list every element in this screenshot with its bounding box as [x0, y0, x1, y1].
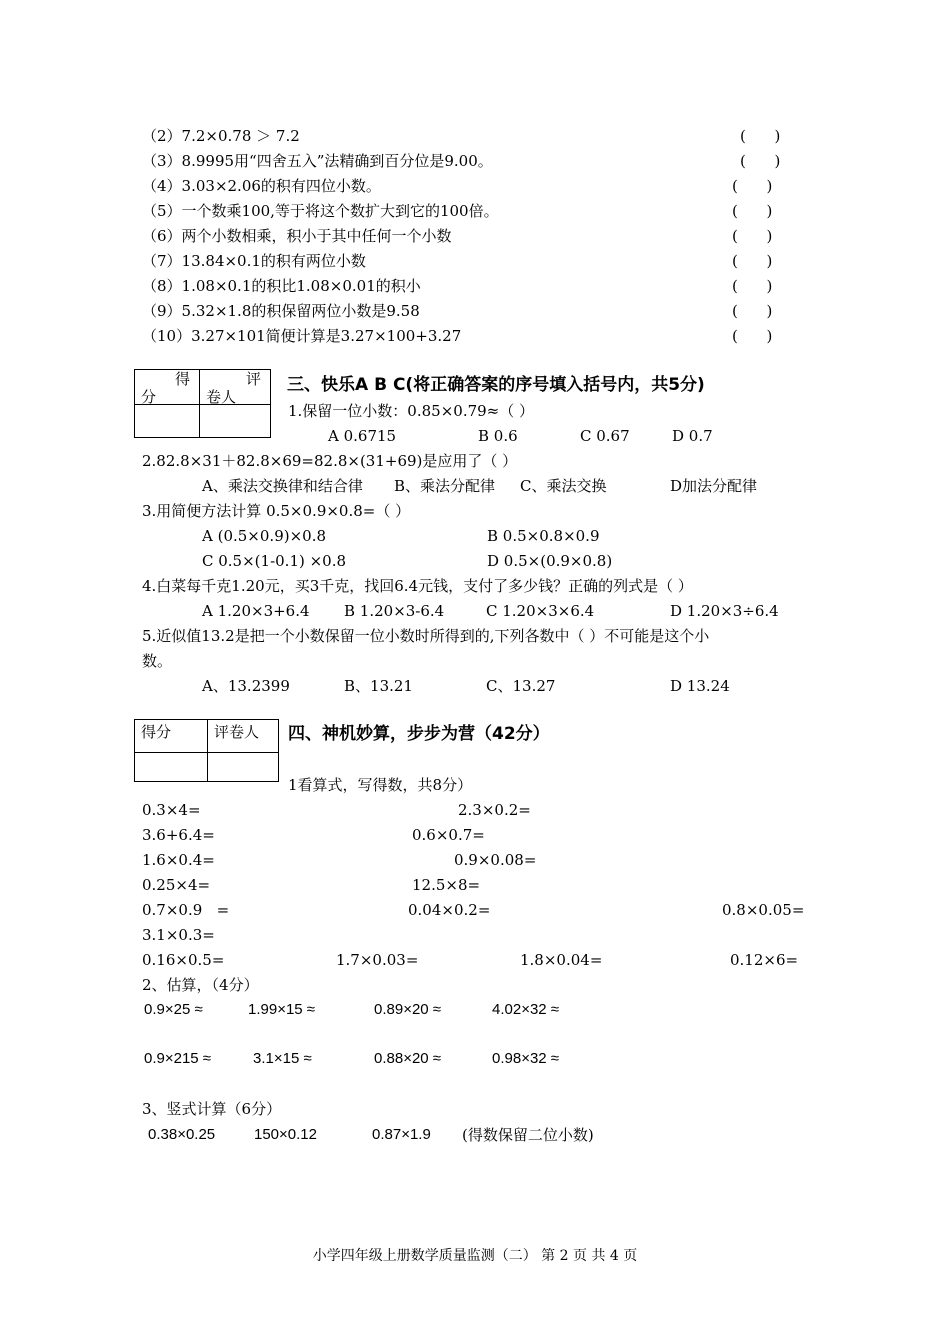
vertical-calc-note: (得数保留二位小数): [462, 1126, 594, 1144]
score-input-cell[interactable]: [135, 753, 208, 782]
score-input-cell[interactable]: [135, 405, 200, 438]
option: C 0.5×(1-0.1) ×0.8: [202, 552, 347, 570]
option: B 1.20×3-6.4: [344, 602, 445, 620]
answer-paren[interactable]: ( ): [740, 152, 781, 170]
calc-item: 1.7×0.03=: [336, 951, 419, 969]
part-1-title: 1看算式，写得数，共8分）: [288, 776, 473, 794]
vertical-calc-item: 150×0.12: [254, 1126, 317, 1143]
calc-item: 1.8×0.04=: [520, 951, 603, 969]
option: D 13.24: [670, 677, 730, 695]
question-1: 1.保留一位小数：0.85×0.79≈（ ）: [288, 402, 535, 420]
option: D 0.7: [672, 427, 713, 445]
judge-item-2: （2）7.2×0.78 ＞ 7.2: [142, 127, 300, 145]
option: A、乘法交换律和结合律: [202, 477, 363, 495]
option: A 1.20×3+6.4: [202, 602, 310, 620]
question-2: 2.82.8×31＋82.8×69=82.8×(31+69)是应用了（ ）: [142, 452, 518, 470]
calc-item: 12.5×8=: [412, 876, 481, 894]
judge-item-9: （9）5.32×1.8的积保留两位小数是9.58: [142, 302, 420, 320]
answer-paren[interactable]: ( ): [732, 327, 773, 345]
calc-item: 0.8×0.05=: [722, 901, 805, 919]
answer-paren[interactable]: ( ): [732, 277, 773, 295]
grader-header-cell: 评卷人: [208, 720, 279, 753]
score-box: [134, 369, 271, 438]
option: A 0.6715: [328, 427, 397, 445]
judge-item-10: （10）3.27×101简便计算是3.27×100+3.27: [142, 327, 462, 345]
option: C、13.27: [486, 677, 556, 695]
option: C、乘法交换: [520, 477, 607, 495]
page-footer: 小学四年级上册数学质量监测（二） 第 2 页 共 4 页: [312, 1248, 638, 1264]
section-3-title: 三、快乐A B C(将正确答案的序号填入括号内，共5分): [287, 375, 705, 395]
calc-item: 3.1×0.3=: [142, 926, 215, 944]
calc-item: 1.6×0.4=: [142, 851, 215, 869]
estimate-item: 4.02×32 ≈: [492, 1001, 560, 1018]
option: D加法分配律: [670, 477, 758, 495]
calc-item: 0.12×6=: [730, 951, 799, 969]
answer-paren[interactable]: ( ): [732, 202, 773, 220]
estimate-item: 0.9×25 ≈: [144, 1001, 203, 1018]
answer-paren[interactable]: ( ): [732, 177, 773, 195]
option: B 0.6: [478, 427, 518, 445]
calc-item: 2.3×0.2=: [458, 801, 531, 819]
option: D 0.5×(0.9×0.8): [487, 552, 613, 570]
option: A、13.2399: [202, 677, 290, 695]
judge-item-8: （8）1.08×0.1的积比1.08×0.01的积小: [142, 277, 421, 295]
option: B、乘法分配律: [394, 477, 496, 495]
calc-item: 0.25×4=: [142, 876, 211, 894]
answer-paren[interactable]: ( ): [740, 127, 781, 145]
calc-item: 0.7×0.9 =: [142, 901, 230, 919]
score-header-cell: 得 分: [135, 370, 200, 405]
score-box: [134, 719, 279, 782]
estimate-item: 0.89×20 ≈: [374, 1001, 442, 1018]
estimate-item: 1.99×15 ≈: [248, 1001, 316, 1018]
calc-item: 3.6+6.4=: [142, 826, 215, 844]
calc-item: 0.3×4=: [142, 801, 201, 819]
calc-item: 0.6×0.7=: [412, 826, 485, 844]
vertical-calc-item: 0.38×0.25: [148, 1126, 216, 1143]
estimate-item: 0.98×32 ≈: [492, 1050, 560, 1067]
score-header-cell: 得分: [135, 720, 208, 753]
judge-item-6: （6）两个小数相乘，积小于其中任何一个小数: [142, 227, 452, 245]
answer-paren[interactable]: ( ): [732, 302, 773, 320]
answer-paren[interactable]: ( ): [732, 252, 773, 270]
grader-header-cell: 评 卷人: [200, 370, 271, 405]
grader-input-cell[interactable]: [200, 405, 271, 438]
grader-input-cell[interactable]: [208, 753, 279, 782]
estimate-item: 0.88×20 ≈: [374, 1050, 442, 1067]
question-5: 5.近似值13.2是把一个小数保留一位小数时所得到的,下列各数中（ ）不可能是这个小: [142, 627, 710, 645]
calc-item: 0.04×0.2=: [408, 901, 491, 919]
calc-item: 0.16×0.5=: [142, 951, 225, 969]
part-2-title: 2、估算，（4分）: [142, 976, 259, 994]
answer-paren[interactable]: ( ): [732, 227, 773, 245]
vertical-calc-item: 0.87×1.9: [372, 1126, 431, 1143]
option: A (0.5×0.9)×0.8: [202, 527, 327, 545]
option: B、13.21: [344, 677, 413, 695]
option: C 1.20×3×6.4: [486, 602, 595, 620]
option: B 0.5×0.8×0.9: [487, 527, 600, 545]
option: C 0.67: [580, 427, 630, 445]
question-5-cont: 数。: [142, 652, 173, 670]
calc-item: 0.9×0.08=: [454, 851, 537, 869]
judge-item-3: （3）8.9995用“四舍五入”法精确到百分位是9.00。: [142, 152, 493, 170]
question-3: 3.用简便方法计算 0.5×0.9×0.8=（ ）: [142, 502, 411, 520]
estimate-item: 0.9×215 ≈: [144, 1050, 212, 1067]
judge-item-7: （7）13.84×0.1的积有两位小数: [142, 252, 366, 270]
part-3-title: 3、竖式计算（6分）: [142, 1100, 282, 1118]
estimate-item: 3.1×15 ≈: [253, 1050, 312, 1067]
option: D 1.20×3÷6.4: [670, 602, 779, 620]
judge-item-4: （4）3.03×2.06的积有四位小数。: [142, 177, 381, 195]
judge-item-5: （5）一个数乘100,等于将这个数扩大到它的100倍。: [142, 202, 499, 220]
question-4: 4.白菜每千克1.20元，买3千克，找回6.4元钱，支付了多少钱？正确的列式是（ ）: [142, 577, 693, 595]
section-4-title: 四、神机妙算，步步为营（42分）: [288, 724, 550, 744]
